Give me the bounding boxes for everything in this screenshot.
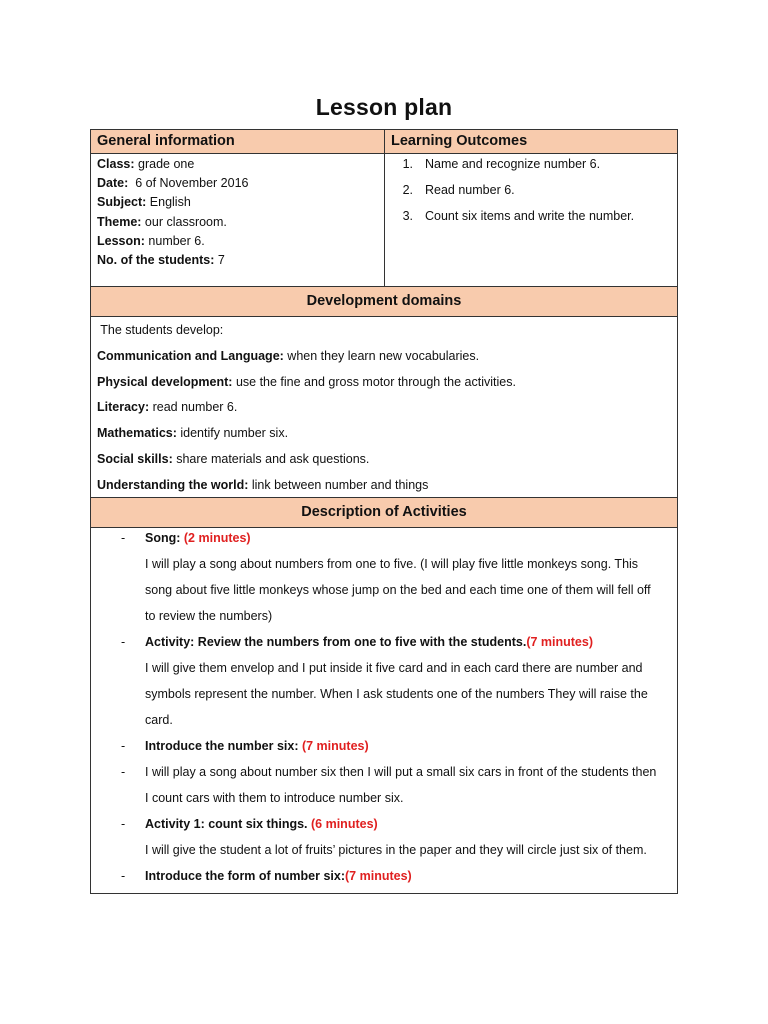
activity-text-line: song about five little monkeys whose jump on the bed and each time one of them will fell off (145, 583, 651, 597)
activity-text-line: I will play a song about numbers from one to five. (I will play five little monkeys song. This (145, 557, 639, 571)
lesson-table (90, 129, 678, 894)
page-title: Lesson plan (315, 94, 453, 120)
development-item: Literacy: read number 6. (97, 400, 238, 415)
activity-text-line: symbols represent the number. When I ask students one of the numbers They will raise the (145, 687, 648, 701)
activity-text-line: I will give them envelop and I put inside it five card and in each card there are number and (145, 661, 643, 675)
development-item: Mathematics: identify number six. (97, 426, 289, 441)
activity-introduce-six: - Introduce the number six: (7 minutes) (121, 739, 369, 753)
development-item: Physical development: use the fine and gross motor through the activities. (97, 374, 516, 389)
activities-header: Description of Activities (90, 498, 678, 528)
development-intro: The students develop: (97, 323, 224, 337)
activity-form-six: - Introduce the form of number six:(7 minutes) (121, 869, 412, 883)
activity-text-line: card. (145, 713, 173, 727)
development-domains-body (90, 317, 678, 498)
outcomes-list (385, 154, 677, 232)
development-item: Communication and Language: when they learn new vocabularies. (97, 348, 480, 363)
info-outcomes-block (90, 129, 678, 287)
info-body-row (91, 154, 677, 286)
activity-song: - Song: (2 minutes) (121, 531, 251, 545)
activity-text-line: I count cars with them to introduce number six. (145, 791, 404, 805)
general-item-lesson: Lesson: number 6. (97, 233, 205, 248)
activities-body (90, 528, 678, 894)
general-info-body (91, 154, 385, 286)
outcome-item: 3. Count six items and write the number. (402, 209, 635, 223)
general-item-students: No. of the students: 7 (97, 253, 225, 268)
outcome-item: 1. Name and recognize number 6. (402, 157, 601, 171)
activity-review: - Activity: Review the numbers from one to five with the students.(7 minutes) (121, 635, 593, 649)
outcome-item: 2. Read number 6. (402, 183, 515, 197)
learning-outcomes-body (385, 154, 677, 286)
info-header-row (91, 130, 677, 154)
activity-count-six: - Activity 1: count six things. (6 minutes) (121, 817, 378, 831)
general-info-header: General information (91, 130, 385, 153)
general-item-subject: Subject: English (97, 195, 191, 210)
activity-text-line: I will give the student a lot of fruits’ pictures in the paper and they will circle just six of them. (145, 843, 647, 857)
activity-text-line: - I will play a song about number six then I will put a small six cars in front of the students then (121, 765, 657, 779)
learning-outcomes-header: Learning Outcomes (391, 133, 528, 149)
general-item-theme: Theme: our classroom. (97, 214, 227, 229)
development-item: Understanding the world: link between number and things (97, 477, 429, 492)
general-item-date: Date: 6 of November 2016 (97, 176, 249, 191)
development-item: Social skills: share materials and ask questions. (97, 451, 370, 466)
development-domains-header: Development domains (90, 287, 678, 317)
general-item-class: Class: grade one (97, 157, 195, 171)
activity-text-line: to review the numbers) (145, 609, 273, 623)
